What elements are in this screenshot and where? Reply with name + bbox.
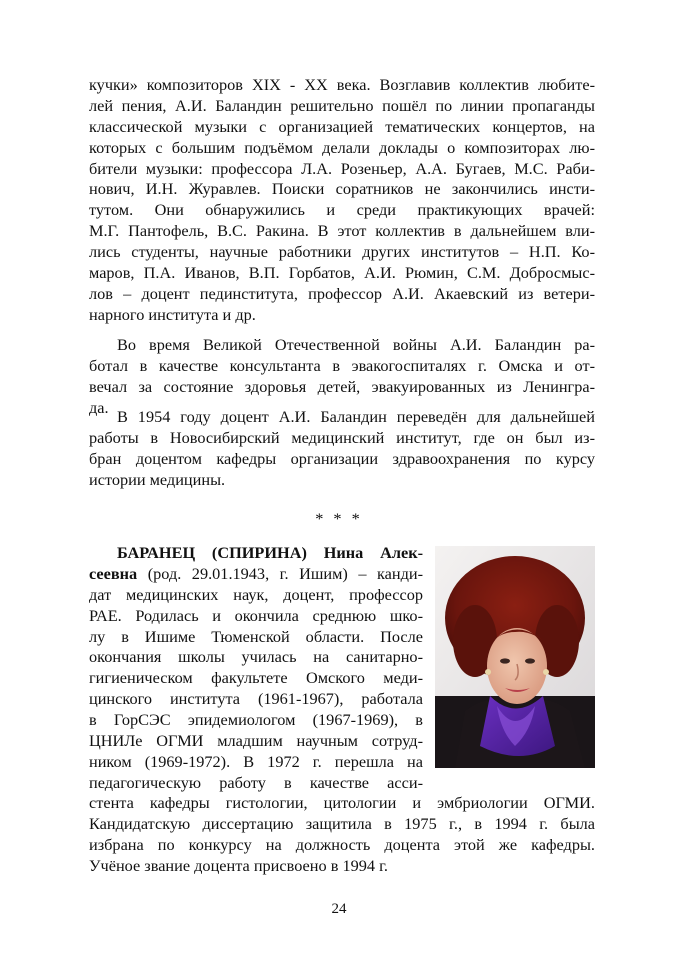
text-line: нович, И.Н. Журавлев. Поиски соратников не закончились инсти- [89, 179, 595, 199]
text-line: стента кафедры гистологии, цитологии и эмбриологии ОГМИ. [89, 793, 595, 812]
text-line: избрана по конкурсу на должность доцента этой же кафедры. [89, 834, 595, 854]
paragraph-music-collective [89, 75, 595, 326]
text-line: истории медицины. [89, 469, 226, 489]
text-line: кучки» композиторов XIX - XX века. Возглавив коллектив любите- [89, 75, 595, 94]
text-line: лей пения, А.И. Баландин решительно пошёл по линии пропаганды [89, 95, 595, 115]
text-line: педагогическую работу в качестве асси- [89, 772, 423, 792]
text-line: нарного института и др. [89, 304, 256, 324]
text-line [89, 564, 423, 585]
text-line: классической музыки с организацией тематических концертов, на [89, 116, 595, 136]
text-line: бран доцентом кафедры организации здравоохранения по курсу [89, 448, 595, 468]
text-line: ботал в качестве консультанта в эвакогоспиталях г. Омска и от- [89, 355, 595, 375]
text-line: работы в Новосибирский медицинский институт, где он был из- [89, 427, 595, 447]
text-line: ником (1969-1972). В 1972 г. перешла на [89, 751, 423, 771]
text-line: гигиеническом факультете Омского меди- [89, 668, 423, 688]
text-line: Во время Великой Отечественной войны А.И. Баландин ра- [117, 335, 595, 354]
biography-entry-baranets [89, 543, 423, 794]
text-line: окончания школы училась на санитарно- [89, 647, 423, 667]
text-line: бители музыки: профессора Л.А. Розеньер, А.А. Бугаев, М.С. Раби- [89, 158, 595, 178]
text-line: Учёное звание доцента присвоено в 1994 г. [89, 855, 388, 875]
text-line: тутом. Они обнаружились и среди практикующих врачей: [89, 200, 595, 220]
section-separator: * * * [315, 509, 363, 528]
bio-name-heading: БАРАНЕЦ (СПИРИНА) Нина Алек- [117, 543, 423, 562]
text-line: в ГорСЭС эпидемиологом (1967-1969), в [89, 710, 423, 730]
bio-name-continuation: сеевна [89, 563, 138, 583]
text-line: лов – доцент пединститута, профессор А.И. Акаевский из ветери- [89, 283, 595, 303]
bio-birth-info: (род. 29.01.1943, г. Ишим) – канди- [137, 563, 423, 583]
text-line: Кандидатскую диссертацию защитила в 1975 г., в 1994 г. была [89, 813, 595, 833]
text-line: В 1954 году доцент А.И. Баландин переведён для дальнейшей [117, 407, 595, 426]
paragraph-novosibirsk-transfer [89, 407, 595, 491]
text-line: лу в Ишиме Тюменской области. После [89, 626, 423, 646]
page-number: 24 [331, 901, 347, 917]
text-line: вечал за состояние здоровья детей, эвакуированных из Ленингра- [89, 376, 595, 396]
portrait-photo [435, 546, 595, 768]
text-line: РАЕ. Родилась и окончила среднюю шко- [89, 605, 423, 625]
text-line: да. [89, 397, 109, 417]
text-line: ЦНИЛе ОГМИ младшим научным сотруд- [89, 731, 423, 751]
text-line: которых с большим подъёмом делали доклады о композиторах лю- [89, 137, 595, 157]
text-line: М.Г. Пантофель, В.С. Ракина. В этот коллектив в дальнейшем вли- [89, 221, 595, 241]
text-line: маров, П.А. Иванов, В.П. Горбатов, А.И. Рюмин, С.М. Добросмыс- [89, 263, 595, 283]
text-line: цинского института (1961-1967), работала [89, 689, 423, 709]
text-line: дат медицинских наук, доцент, профессор [89, 584, 423, 604]
biography-continuation [89, 793, 595, 877]
text-line: лись студенты, научные работники других институтов – Н.П. Ко- [89, 242, 595, 262]
